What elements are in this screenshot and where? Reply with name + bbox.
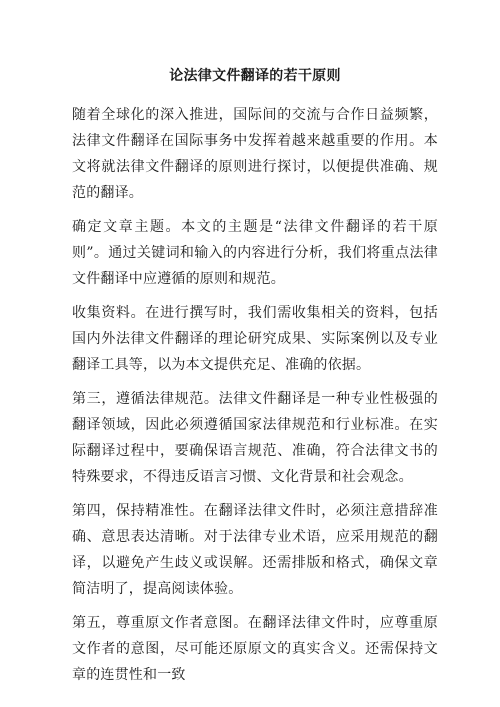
paragraph-fifth: 第五，尊重原文作者意图。在翻译法律文件时，应尊重原文作者的意图，尽可能还原原文的真实含义。还需保持文章的连贯性和一致: [72, 615, 438, 683]
paragraph-intro: 随着全球化的深入推进，国际间的交流与合作日益频繁，法律文件翻译在国际事务中发挥着越来越重要的作用。本文将就法律文件翻译的原则进行探讨，以便提供准确、规范的翻译。: [72, 107, 438, 201]
paragraph-topic: 确定文章主题。本文的主题是“法律文件翻译的若干原则”。通过关键词和输入的内容进行分析，我们将重点法律文件翻译中应遵循的原则和规范。: [72, 219, 438, 287]
paragraph-materials: 收集资料。在进行撰写时，我们需收集相关的资料，包括国内外法律文件翻译的理论研究成果、实际案例以及专业翻译工具等，以为本文提供充足、准确的依据。: [72, 305, 438, 373]
paragraph-fourth: 第四，保持精准性。在翻译法律文件时，必须注意措辞准确、意思表达清晰。对于法律专业术语，应采用规范的翻译，以避免产生歧义或误解。还需排版和格式，确保文章简洁明了，提高阅读体验。: [72, 503, 438, 597]
document-title: 论法律文件翻译的若干原则: [169, 68, 341, 84]
paragraph-third: 第三，遵循法律规范。法律文件翻译是一种专业性极强的翻译领域，因此必须遵循国家法律规范和行业标准。在实际翻译过程中，要确保语言规范、准确，符合法律文书的特殊要求，不得违反语言习惯、文化背景和社会观念。: [72, 391, 438, 485]
